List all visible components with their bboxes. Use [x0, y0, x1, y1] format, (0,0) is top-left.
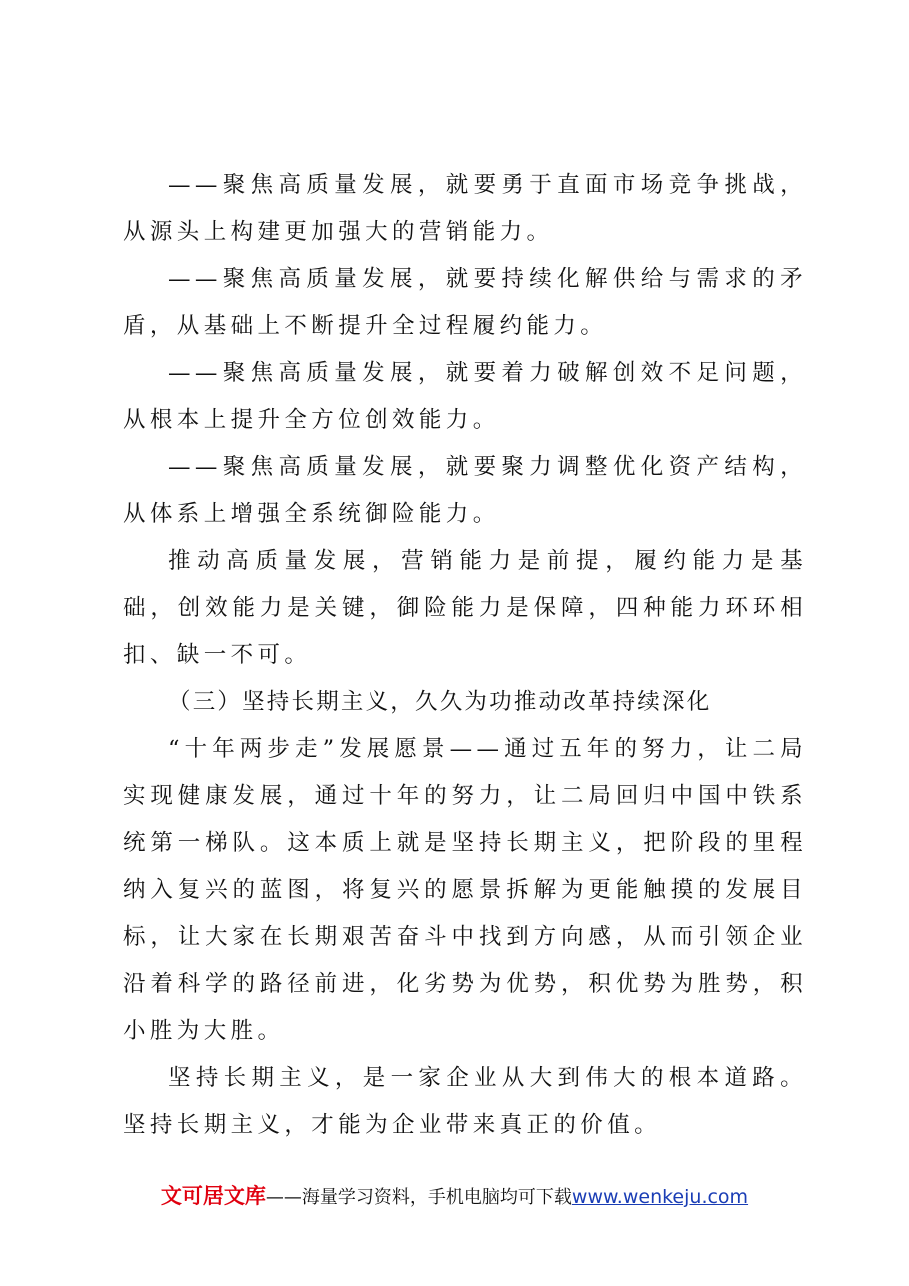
paragraph-risk: ——聚焦高质量发展，就要聚力调整优化资产结构，从体系上增强全系统御险能力。	[123, 454, 807, 527]
footer-banner	[0, 1181, 909, 1213]
paragraph-marketing: ——聚焦高质量发展，就要勇于直面市场竞争挑战，从源头上构建更加强大的营销能力。	[123, 172, 807, 245]
paragraph-summary: 推动高质量发展，营销能力是前提，履约能力是基础，创效能力是关键，御险能力是保障，四种能力环环相扣、缺一不可。	[123, 548, 807, 668]
paragraph-efficiency: ——聚焦高质量发展，就要着力破解创效不足问题，从根本上提升全方位创效能力。	[123, 360, 807, 433]
section-heading: （三）坚持长期主义，久久为功推动改革持续深化	[168, 689, 712, 715]
footer-slogan: ——海量学习资料，手机电脑均可下载	[265, 1187, 572, 1208]
footer-link[interactable]: www.wenkeju.com	[571, 1186, 749, 1208]
document-body	[123, 162, 807, 1149]
paragraph-vision: “十年两步走”发展愿景——通过五年的努力，让二局实现健康发展，通过十年的努力，让二局回归中国中铁系统第一梯队。这本质上就是坚持长期主义，把阶段的里程纳入复兴的蓝图，将复兴的愿景拆解为更能触摸的发展目标，让大家在长期艰苦奋斗中找到方向感，从而引领企业沿着科学的路径前进，化劣势为优势，积优势为胜势，积小胜为大胜。	[123, 736, 807, 1044]
paragraph-long-termism: 坚持长期主义，是一家企业从大到伟大的根本道路。坚持长期主义，才能为企业带来真正的价值。	[123, 1065, 807, 1138]
footer-brand: 文可居文库	[160, 1184, 266, 1208]
paragraph-performance: ——聚焦高质量发展，就要持续化解供给与需求的矛盾，从基础上不断提升全过程履约能力。	[123, 266, 807, 339]
